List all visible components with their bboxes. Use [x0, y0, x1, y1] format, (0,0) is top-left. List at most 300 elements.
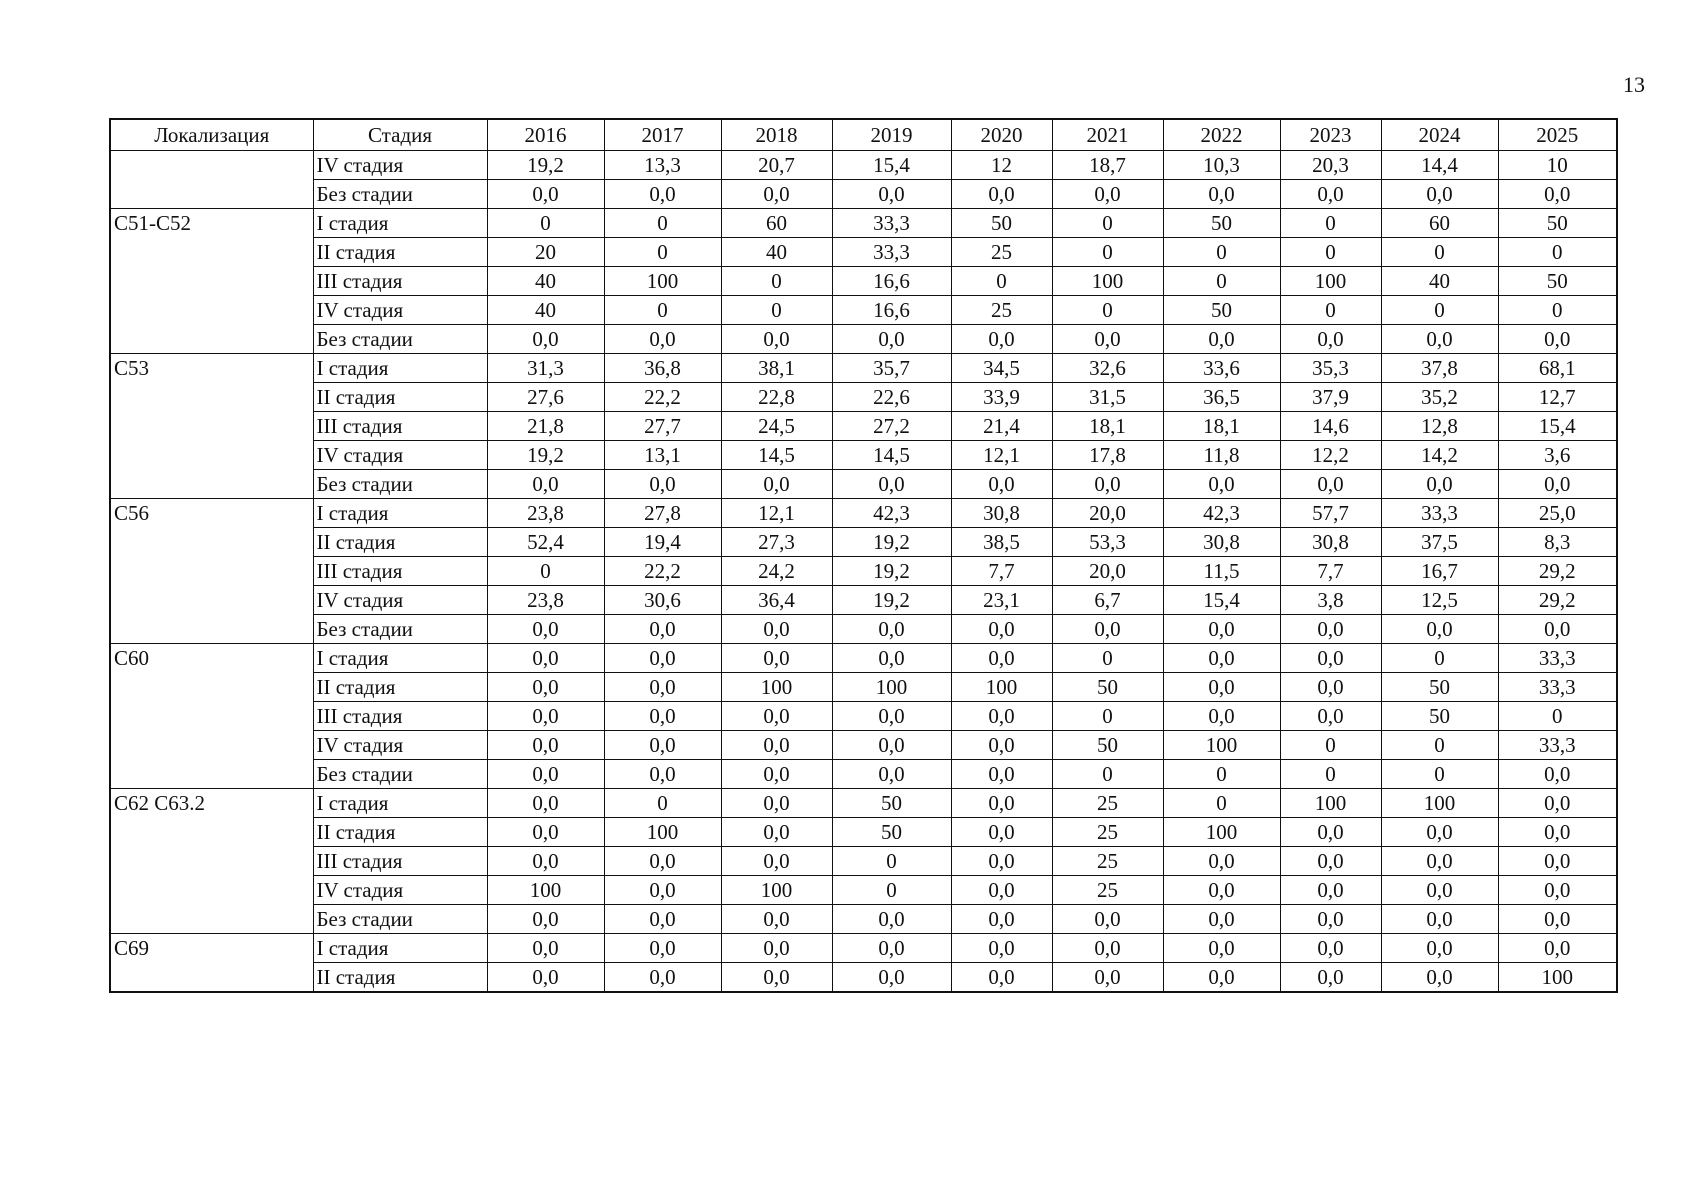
- value-cell: 33,9: [951, 383, 1052, 412]
- value-cell: 25: [1052, 847, 1163, 876]
- value-cell: 40: [487, 296, 604, 325]
- value-cell: 7,7: [951, 557, 1052, 586]
- value-cell: 0,0: [951, 702, 1052, 731]
- value-cell: 0,0: [1163, 325, 1280, 354]
- value-cell: 0,0: [604, 702, 721, 731]
- value-cell: 36,8: [604, 354, 721, 383]
- value-cell: 11,8: [1163, 441, 1280, 470]
- value-cell: 0: [1381, 296, 1498, 325]
- value-cell: 12,1: [721, 499, 832, 528]
- value-cell: 13,1: [604, 441, 721, 470]
- stage-cell: I стадия: [313, 499, 487, 528]
- value-cell: 0,0: [721, 818, 832, 847]
- value-cell: 10: [1498, 151, 1617, 180]
- value-cell: 0,0: [487, 673, 604, 702]
- value-cell: 27,8: [604, 499, 721, 528]
- value-cell: 22,2: [604, 557, 721, 586]
- value-cell: 0,0: [1163, 702, 1280, 731]
- header-cell: 2022: [1163, 119, 1280, 151]
- localization-cell: C62 C63.2: [110, 789, 313, 934]
- value-cell: 0,0: [1381, 615, 1498, 644]
- value-cell: 100: [604, 818, 721, 847]
- value-cell: 50: [832, 789, 951, 818]
- value-cell: 0,0: [1381, 180, 1498, 209]
- value-cell: 0,0: [721, 644, 832, 673]
- value-cell: 0,0: [604, 876, 721, 905]
- value-cell: 0,0: [1280, 876, 1381, 905]
- stage-cell: Без стадии: [313, 760, 487, 789]
- value-cell: 23,1: [951, 586, 1052, 615]
- value-cell: 50: [1381, 702, 1498, 731]
- value-cell: 0,0: [1052, 470, 1163, 499]
- value-cell: 0,0: [487, 325, 604, 354]
- value-cell: 40: [487, 267, 604, 296]
- value-cell: 0,0: [1280, 963, 1381, 993]
- value-cell: 0,0: [1052, 180, 1163, 209]
- stage-cell: I стадия: [313, 354, 487, 383]
- value-cell: 0,0: [832, 934, 951, 963]
- value-cell: 0: [951, 267, 1052, 296]
- value-cell: 0,0: [487, 905, 604, 934]
- table-body: [110, 151, 1617, 993]
- value-cell: 27,6: [487, 383, 604, 412]
- value-cell: 52,4: [487, 528, 604, 557]
- value-cell: 14,4: [1381, 151, 1498, 180]
- value-cell: 0,0: [1498, 325, 1617, 354]
- value-cell: 0,0: [1280, 470, 1381, 499]
- value-cell: 0,0: [487, 963, 604, 993]
- table-row: [110, 383, 1617, 412]
- value-cell: 8,3: [1498, 528, 1617, 557]
- value-cell: 35,3: [1280, 354, 1381, 383]
- value-cell: 53,3: [1052, 528, 1163, 557]
- value-cell: 0: [1280, 209, 1381, 238]
- value-cell: 0: [1163, 238, 1280, 267]
- value-cell: 16,6: [832, 267, 951, 296]
- value-cell: 50: [1052, 731, 1163, 760]
- value-cell: 23,8: [487, 499, 604, 528]
- stage-cell: III стадия: [313, 702, 487, 731]
- value-cell: 0,0: [1280, 702, 1381, 731]
- value-cell: 22,6: [832, 383, 951, 412]
- value-cell: 20,0: [1052, 557, 1163, 586]
- stage-cell: III стадия: [313, 412, 487, 441]
- localization-cell: C53: [110, 354, 313, 499]
- stage-cell: I стадия: [313, 789, 487, 818]
- stage-cell: IV стадия: [313, 731, 487, 760]
- value-cell: 20: [487, 238, 604, 267]
- value-cell: 100: [721, 673, 832, 702]
- value-cell: 0,0: [951, 789, 1052, 818]
- value-cell: 0,0: [1163, 615, 1280, 644]
- value-cell: 0,0: [487, 818, 604, 847]
- value-cell: 0: [1052, 760, 1163, 789]
- value-cell: 100: [487, 876, 604, 905]
- value-cell: 0: [832, 876, 951, 905]
- page-number: 13: [1623, 72, 1645, 97]
- value-cell: 100: [1163, 818, 1280, 847]
- value-cell: 0: [721, 267, 832, 296]
- header-cell: 2017: [604, 119, 721, 151]
- value-cell: 15,4: [1163, 586, 1280, 615]
- value-cell: 30,8: [1280, 528, 1381, 557]
- value-cell: 0,0: [951, 818, 1052, 847]
- value-cell: 0: [604, 209, 721, 238]
- value-cell: 14,2: [1381, 441, 1498, 470]
- value-cell: 35,2: [1381, 383, 1498, 412]
- value-cell: 20,3: [1280, 151, 1381, 180]
- stage-cell: Без стадии: [313, 905, 487, 934]
- value-cell: 0: [1498, 296, 1617, 325]
- table-row: [110, 934, 1617, 963]
- value-cell: 0,0: [832, 180, 951, 209]
- value-cell: 50: [1163, 296, 1280, 325]
- header-cell: Локализация: [110, 119, 313, 151]
- value-cell: 0,0: [1280, 905, 1381, 934]
- value-cell: 0,0: [1498, 934, 1617, 963]
- value-cell: 0,0: [832, 760, 951, 789]
- value-cell: 42,3: [1163, 499, 1280, 528]
- value-cell: 0,0: [1381, 847, 1498, 876]
- value-cell: 3,6: [1498, 441, 1617, 470]
- value-cell: 30,8: [951, 499, 1052, 528]
- table-row: [110, 470, 1617, 499]
- value-cell: 0,0: [832, 702, 951, 731]
- value-cell: 33,3: [1381, 499, 1498, 528]
- stage-cell: III стадия: [313, 557, 487, 586]
- table-row: [110, 180, 1617, 209]
- value-cell: 0,0: [1052, 934, 1163, 963]
- value-cell: 16,7: [1381, 557, 1498, 586]
- table-row: [110, 615, 1617, 644]
- value-cell: 0,0: [1280, 615, 1381, 644]
- table-row: [110, 209, 1617, 238]
- value-cell: 0: [604, 296, 721, 325]
- value-cell: 0: [1381, 238, 1498, 267]
- value-cell: 0: [1052, 296, 1163, 325]
- value-cell: 0,0: [1381, 876, 1498, 905]
- value-cell: 100: [721, 876, 832, 905]
- value-cell: 0,0: [604, 760, 721, 789]
- value-cell: 0,0: [951, 180, 1052, 209]
- value-cell: 13,3: [604, 151, 721, 180]
- value-cell: 0: [1280, 731, 1381, 760]
- value-cell: 0,0: [832, 325, 951, 354]
- value-cell: 100: [1052, 267, 1163, 296]
- value-cell: 0,0: [1498, 180, 1617, 209]
- value-cell: 0,0: [487, 731, 604, 760]
- value-cell: 0,0: [951, 934, 1052, 963]
- value-cell: 0,0: [487, 847, 604, 876]
- value-cell: 0,0: [951, 644, 1052, 673]
- value-cell: 42,3: [832, 499, 951, 528]
- value-cell: 0,0: [487, 644, 604, 673]
- value-cell: 18,1: [1163, 412, 1280, 441]
- header-row: [110, 119, 1617, 151]
- stage-cell: III стадия: [313, 267, 487, 296]
- value-cell: 0,0: [1498, 818, 1617, 847]
- value-cell: 0,0: [1280, 673, 1381, 702]
- value-cell: 0,0: [721, 470, 832, 499]
- value-cell: 35,7: [832, 354, 951, 383]
- value-cell: 25,0: [1498, 499, 1617, 528]
- value-cell: 0,0: [1498, 760, 1617, 789]
- value-cell: 68,1: [1498, 354, 1617, 383]
- value-cell: 20,7: [721, 151, 832, 180]
- value-cell: 50: [1498, 209, 1617, 238]
- value-cell: 33,6: [1163, 354, 1280, 383]
- value-cell: 0,0: [832, 905, 951, 934]
- table-row: [110, 267, 1617, 296]
- table-row: [110, 528, 1617, 557]
- value-cell: 12,2: [1280, 441, 1381, 470]
- value-cell: 0,0: [1163, 847, 1280, 876]
- value-cell: 0,0: [951, 963, 1052, 993]
- value-cell: 0,0: [1381, 963, 1498, 993]
- value-cell: 0,0: [1280, 847, 1381, 876]
- value-cell: 24,2: [721, 557, 832, 586]
- table-row: [110, 296, 1617, 325]
- stage-cell: Без стадии: [313, 470, 487, 499]
- value-cell: 100: [1498, 963, 1617, 993]
- value-cell: 0,0: [951, 760, 1052, 789]
- value-cell: 27,3: [721, 528, 832, 557]
- table-row: [110, 760, 1617, 789]
- value-cell: 34,5: [951, 354, 1052, 383]
- value-cell: 40: [721, 238, 832, 267]
- value-cell: 14,6: [1280, 412, 1381, 441]
- stage-cell: III стадия: [313, 847, 487, 876]
- table-row: [110, 412, 1617, 441]
- table-row: [110, 876, 1617, 905]
- value-cell: 25: [1052, 789, 1163, 818]
- table-row: [110, 905, 1617, 934]
- value-cell: 50: [951, 209, 1052, 238]
- value-cell: 0: [1052, 702, 1163, 731]
- value-cell: 0,0: [721, 905, 832, 934]
- value-cell: 22,2: [604, 383, 721, 412]
- localization-cell: C60: [110, 644, 313, 789]
- stage-cell: Без стадии: [313, 325, 487, 354]
- value-cell: 0,0: [604, 847, 721, 876]
- value-cell: 0,0: [1052, 615, 1163, 644]
- value-cell: 25: [951, 296, 1052, 325]
- value-cell: 0: [1163, 267, 1280, 296]
- stage-cell: II стадия: [313, 673, 487, 702]
- table-header: [110, 119, 1617, 151]
- value-cell: 33,3: [832, 238, 951, 267]
- value-cell: 0,0: [1498, 876, 1617, 905]
- stage-cell: I стадия: [313, 209, 487, 238]
- value-cell: 0: [1381, 731, 1498, 760]
- value-cell: 0,0: [1498, 847, 1617, 876]
- value-cell: 0: [487, 209, 604, 238]
- stage-cell: IV стадия: [313, 876, 487, 905]
- value-cell: 0,0: [1163, 963, 1280, 993]
- localization-cell: C51-C52: [110, 209, 313, 354]
- value-cell: 0: [721, 296, 832, 325]
- value-cell: 0,0: [1052, 963, 1163, 993]
- value-cell: 19,2: [487, 151, 604, 180]
- value-cell: 31,3: [487, 354, 604, 383]
- value-cell: 100: [1280, 267, 1381, 296]
- table-row: [110, 354, 1617, 383]
- value-cell: 100: [1280, 789, 1381, 818]
- value-cell: 38,1: [721, 354, 832, 383]
- value-cell: 100: [951, 673, 1052, 702]
- value-cell: 37,8: [1381, 354, 1498, 383]
- value-cell: 22,8: [721, 383, 832, 412]
- value-cell: 3,8: [1280, 586, 1381, 615]
- value-cell: 0,0: [604, 615, 721, 644]
- localization-cell: C56: [110, 499, 313, 644]
- value-cell: 50: [1498, 267, 1617, 296]
- value-cell: 0: [1381, 760, 1498, 789]
- value-cell: 100: [1381, 789, 1498, 818]
- value-cell: 0,0: [487, 180, 604, 209]
- value-cell: 60: [721, 209, 832, 238]
- header-cell: 2020: [951, 119, 1052, 151]
- value-cell: 25: [951, 238, 1052, 267]
- value-cell: 32,6: [1052, 354, 1163, 383]
- value-cell: 0: [487, 557, 604, 586]
- value-cell: 0,0: [1163, 934, 1280, 963]
- value-cell: 100: [832, 673, 951, 702]
- value-cell: 0,0: [721, 963, 832, 993]
- value-cell: 50: [1163, 209, 1280, 238]
- value-cell: 0,0: [951, 325, 1052, 354]
- value-cell: 0,0: [721, 847, 832, 876]
- value-cell: 33,3: [1498, 644, 1617, 673]
- value-cell: 0,0: [1381, 818, 1498, 847]
- table-row: [110, 644, 1617, 673]
- value-cell: 0,0: [604, 644, 721, 673]
- value-cell: 19,2: [832, 528, 951, 557]
- value-cell: 60: [1381, 209, 1498, 238]
- value-cell: 0,0: [1498, 789, 1617, 818]
- value-cell: 0,0: [1163, 644, 1280, 673]
- value-cell: 15,4: [1498, 412, 1617, 441]
- value-cell: 0,0: [721, 760, 832, 789]
- value-cell: 19,2: [832, 557, 951, 586]
- value-cell: 37,5: [1381, 528, 1498, 557]
- value-cell: 18,7: [1052, 151, 1163, 180]
- header-cell: 2023: [1280, 119, 1381, 151]
- value-cell: 12,8: [1381, 412, 1498, 441]
- value-cell: 24,5: [721, 412, 832, 441]
- value-cell: 30,6: [604, 586, 721, 615]
- value-cell: 50: [832, 818, 951, 847]
- stage-cell: I стадия: [313, 934, 487, 963]
- value-cell: 33,3: [1498, 673, 1617, 702]
- header-cell: 2018: [721, 119, 832, 151]
- value-cell: 0,0: [1498, 470, 1617, 499]
- value-cell: 0,0: [604, 905, 721, 934]
- value-cell: 0,0: [487, 702, 604, 731]
- value-cell: 0: [1498, 702, 1617, 731]
- value-cell: 0,0: [721, 731, 832, 760]
- stage-cell: II стадия: [313, 528, 487, 557]
- value-cell: 14,5: [721, 441, 832, 470]
- value-cell: 14,5: [832, 441, 951, 470]
- value-cell: 0,0: [721, 180, 832, 209]
- value-cell: 0,0: [721, 702, 832, 731]
- value-cell: 20,0: [1052, 499, 1163, 528]
- value-cell: 0,0: [721, 789, 832, 818]
- header-cell: 2024: [1381, 119, 1498, 151]
- header-cell: 2021: [1052, 119, 1163, 151]
- table-row: [110, 557, 1617, 586]
- value-cell: 0,0: [721, 934, 832, 963]
- stage-cell: II стадия: [313, 963, 487, 993]
- value-cell: 0: [832, 847, 951, 876]
- value-cell: 25: [1052, 876, 1163, 905]
- value-cell: 31,5: [1052, 383, 1163, 412]
- value-cell: 0,0: [1381, 905, 1498, 934]
- value-cell: 0,0: [1163, 180, 1280, 209]
- stage-cell: Без стадии: [313, 180, 487, 209]
- value-cell: 100: [1163, 731, 1280, 760]
- value-cell: 29,2: [1498, 586, 1617, 615]
- value-cell: 19,2: [832, 586, 951, 615]
- stage-cell: II стадия: [313, 238, 487, 267]
- value-cell: 0,0: [1163, 905, 1280, 934]
- value-cell: 0,0: [604, 963, 721, 993]
- stage-cell: IV стадия: [313, 296, 487, 325]
- header-cell: Стадия: [313, 119, 487, 151]
- table-row: [110, 325, 1617, 354]
- value-cell: 0,0: [1381, 325, 1498, 354]
- value-cell: 0,0: [487, 470, 604, 499]
- table-row: [110, 847, 1617, 876]
- stage-cell: IV стадия: [313, 586, 487, 615]
- table-row: [110, 673, 1617, 702]
- value-cell: 0: [1052, 238, 1163, 267]
- table-row: [110, 238, 1617, 267]
- value-cell: 0,0: [832, 644, 951, 673]
- value-cell: 0,0: [951, 470, 1052, 499]
- value-cell: 17,8: [1052, 441, 1163, 470]
- table-row: [110, 499, 1617, 528]
- value-cell: 25: [1052, 818, 1163, 847]
- value-cell: 0,0: [1381, 470, 1498, 499]
- localization-cell: [110, 151, 313, 209]
- value-cell: 0,0: [951, 876, 1052, 905]
- value-cell: 0,0: [487, 789, 604, 818]
- value-cell: 0,0: [604, 470, 721, 499]
- value-cell: 6,7: [1052, 586, 1163, 615]
- value-cell: 0: [1163, 760, 1280, 789]
- value-cell: 12,1: [951, 441, 1052, 470]
- value-cell: 21,8: [487, 412, 604, 441]
- value-cell: 0,0: [1052, 325, 1163, 354]
- value-cell: 0,0: [604, 934, 721, 963]
- value-cell: 0: [1280, 760, 1381, 789]
- value-cell: 0,0: [604, 325, 721, 354]
- value-cell: 12: [951, 151, 1052, 180]
- value-cell: 0,0: [487, 615, 604, 644]
- value-cell: 23,8: [487, 586, 604, 615]
- value-cell: 18,1: [1052, 412, 1163, 441]
- stage-cell: IV стадия: [313, 151, 487, 180]
- value-cell: 29,2: [1498, 557, 1617, 586]
- value-cell: 38,5: [951, 528, 1052, 557]
- value-cell: 0,0: [1163, 876, 1280, 905]
- stage-distribution-table: [109, 118, 1618, 993]
- value-cell: 0,0: [1498, 615, 1617, 644]
- stage-cell: II стадия: [313, 383, 487, 412]
- stage-cell: IV стадия: [313, 441, 487, 470]
